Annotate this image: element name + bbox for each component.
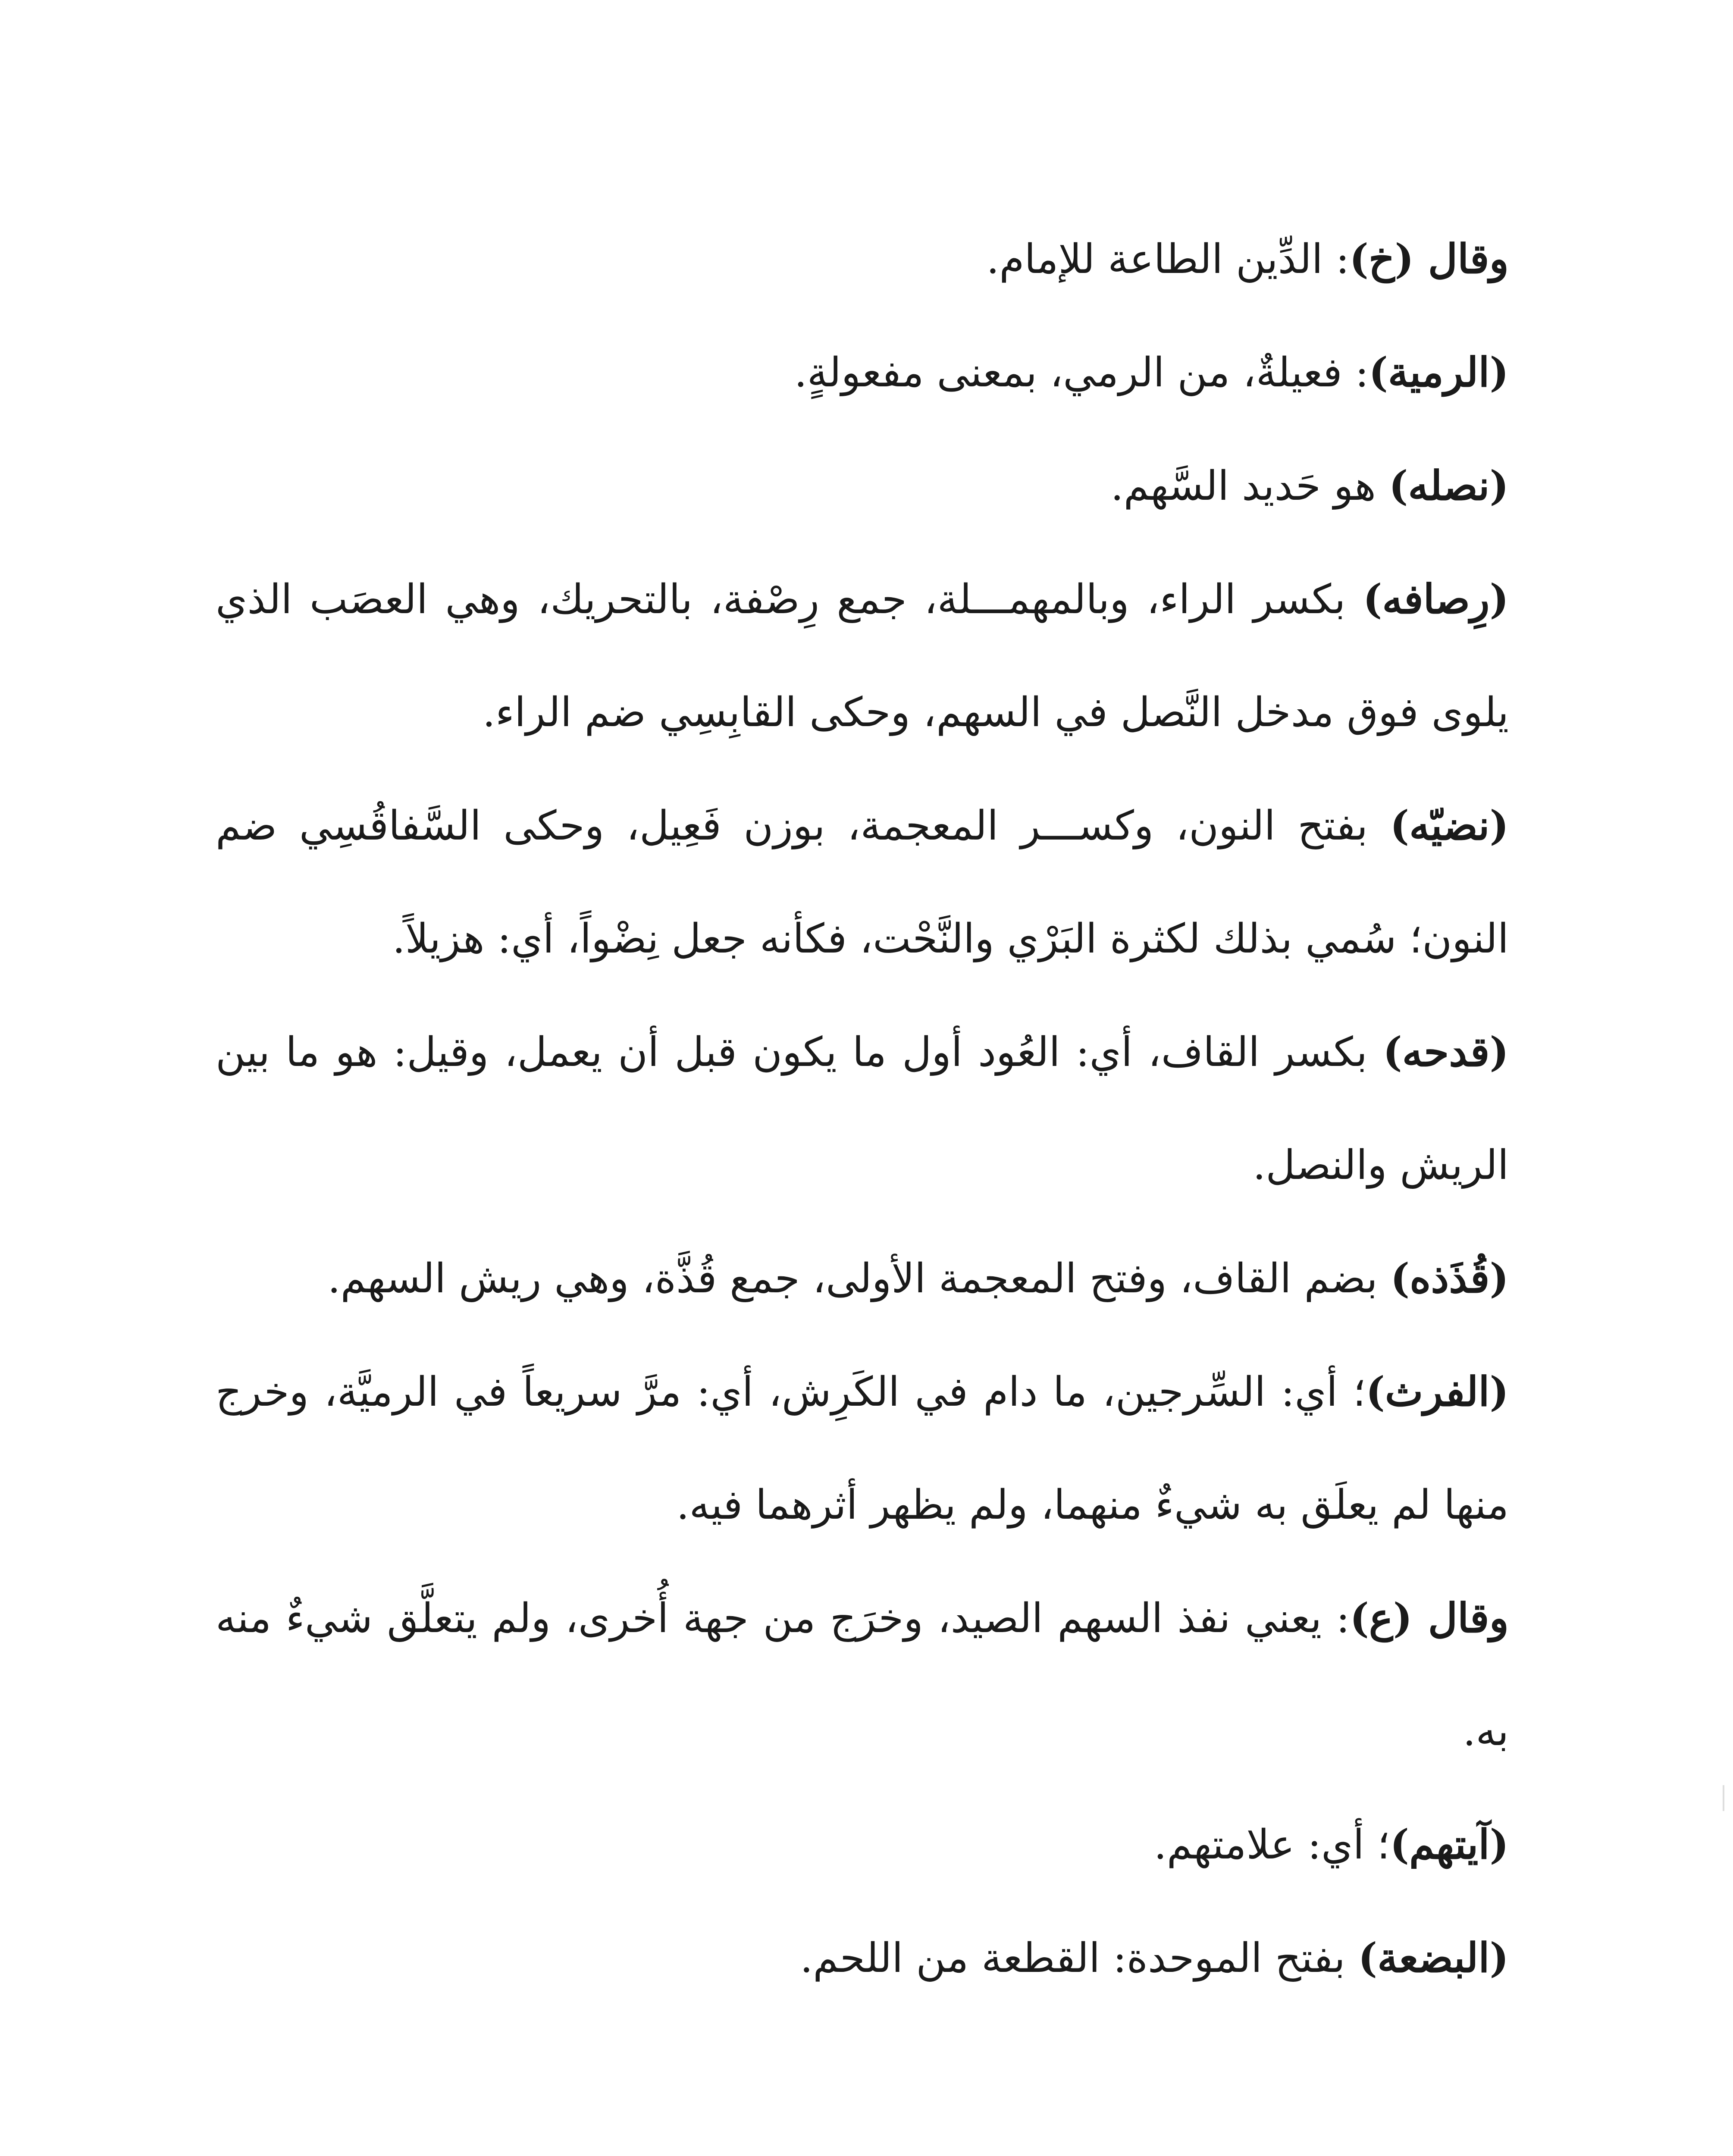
entry-ramiyya — [216, 316, 1509, 429]
entry-text: ؛ أي: السِّرجين، ما دام في الكَرِش، أي: مرَّ سريعاً في الرميَّة، وخرج منها لم يعلَق به شيءٌ منهما، ولم يظهر أثرهما فيه. — [216, 1369, 1509, 1529]
entry-nadiyy — [216, 769, 1509, 996]
entry-term: (قُذَذه) — [1390, 1255, 1509, 1302]
entry-qudhadh — [216, 1222, 1509, 1335]
entry-term: وقال (ع) — [1350, 1595, 1509, 1642]
entry-term: (رِصافه) — [1363, 576, 1509, 623]
entry-nasl — [216, 429, 1509, 543]
entry-term: (الفرث) — [1366, 1368, 1509, 1416]
entry-qidh — [216, 996, 1509, 1222]
entry-ayatuhum — [216, 1788, 1509, 1902]
entry-term: (نصله) — [1388, 462, 1509, 510]
entry-term: (نضيّه) — [1390, 802, 1509, 849]
page-body-text — [216, 203, 1509, 2015]
entry-text: بفتح النون، وكســـر المعجمة، بوزن فَعِيل، وحكى السَّفاقُسِي ضم النون؛ سُمي بذلك لكثرة البَرْي والنَّحْت، فكأنه جعل نِضْواً، أي: هزيلاً. — [216, 802, 1509, 962]
entry-farth — [216, 1335, 1509, 1562]
scan-edge-mark — [1723, 1785, 1724, 1811]
entry-text: بكسر الراء، وبالمهمـــلة، جمع رِصْفة، بالتحريك، وهي العصَب الذي يلوى فوق مدخل النَّصل في السهم، وحكى القابِسِي ضم الراء. — [216, 576, 1509, 736]
entry-text: : يعني نفذ السهم الصيد، وخرَج من جهة أُخرى، ولم يتعلَّق شيءٌ منه به. — [216, 1595, 1509, 1755]
entry-term: (البضعة) — [1358, 1934, 1509, 1982]
entry-ain-comment — [216, 1562, 1509, 1788]
entry-text: : الدِّين الطاعة للإمام. — [986, 236, 1350, 283]
entry-text: : فعيلةٌ، من الرمي، بمعنى مفعولةٍ. — [794, 349, 1369, 396]
entry-risaf — [216, 543, 1509, 769]
entry-term: (الرمية) — [1369, 349, 1509, 396]
entry-term: (آيتهم) — [1390, 1821, 1509, 1868]
entry-text: بضم القاف، وفتح المعجمة الأولى، جمع قُذَّة، وهي ريش السهم. — [327, 1255, 1391, 1302]
entry-term: وقال (خ) — [1349, 235, 1509, 283]
entry-din — [216, 203, 1509, 316]
entry-term: (قدحه) — [1383, 1028, 1509, 1076]
entry-bad-a — [216, 1902, 1509, 2015]
entry-text: هو حَديد السَّهم. — [1110, 463, 1389, 510]
entry-text: ؛ أي: علامتهم. — [1153, 1821, 1390, 1868]
entry-text: بكسر القاف، أي: العُود أول ما يكون قبل أن يعمل، وقيل: هو ما بين الريش والنصل. — [216, 1029, 1509, 1189]
entry-text: بفتح الموحدة: القطعة من اللحم. — [800, 1935, 1358, 1982]
